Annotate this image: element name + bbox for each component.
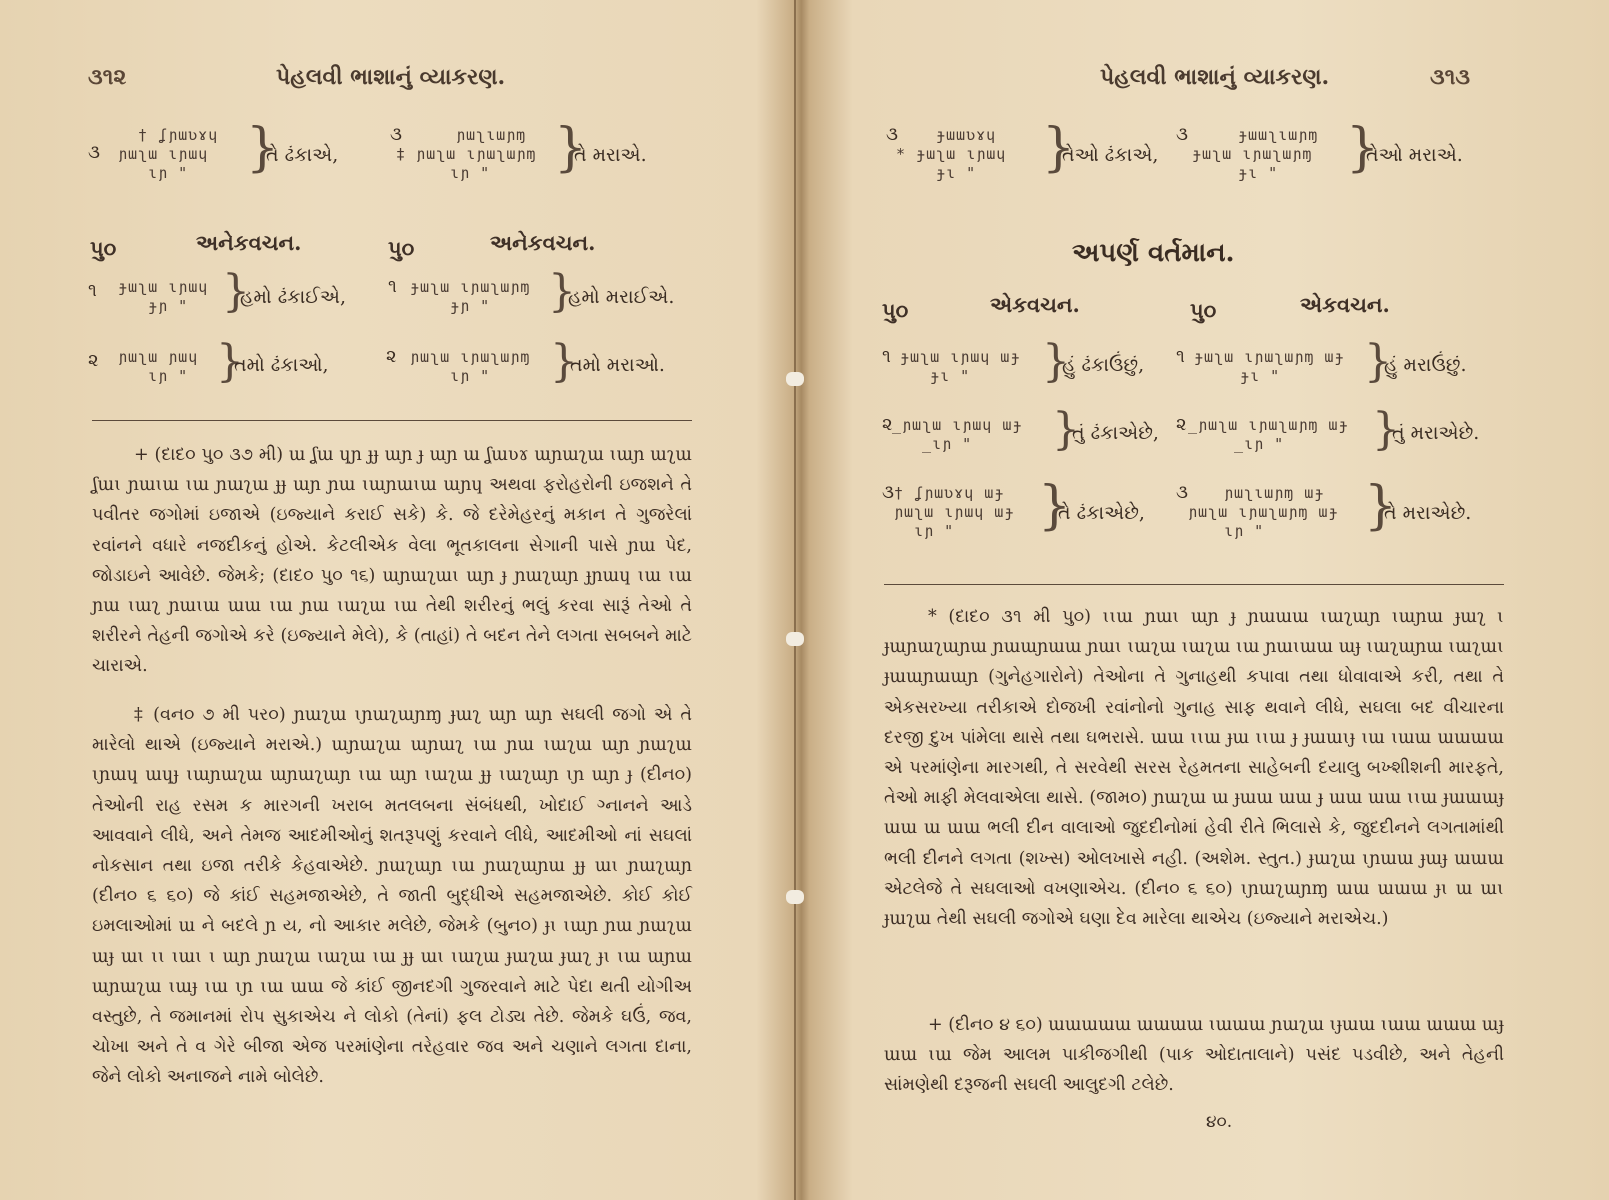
person-number: ૨: [882, 414, 893, 435]
pahlavi-word: ɟɯɯʅɩɯɲɱ ɟɯʅɯ ɩɲɯʅɯɲɱ ɟɩ ": [1192, 126, 1319, 182]
footnote-dagger: + (દાદ૦ પુ૦ ૩૭ મી) ɯ ʆɯ ɥɲ ɟɟ ɯɲ ɟ ɯɲ ɯ ʆɯʋɤ ɯɲɯʅɯ ɩɯɲ ɯʅɯ ʆɯɩ ɲɯɩɯ ɩɯ ɲɯʅɯ ɟɟ ɯɲ ɲɯ ɩɯɲɯɩɯ ɯɲɥ અથવા ફરોહરોની ઇજશને તે પવીતર જગોમાં ઇજાએ (ઇજ્યાને કરાઈ સકે) કે. જે દરેમેહરનું મકાન તે ગુજરેલાં રવાંનને વધારે નજદીકનું હોએ. કેટલીએક વેલા ભૂતકાલના સેગાની પાસે ɲɯ પેદ, જોડાઇને આવેછે. જેમકે; (દાદ૦ પુ૦ ૧૬) ɯɲɯʅɯɩ ɯɲ ɟ ɲɯʅɯɲ ɟɲɯɥ ɩɯ ɩɯ ɲɯ ɩɯʅ ɲɯɩɯ ɯɯ ɩɯ ɲɯ ɩɯʅɯ ɩɯ તેથી શરીરનું ભલું કરવા સારૂં તેઓ તે શરીરને તેહની જગોએ કરે (ઇજ્યાને મેલે), કે (તાહાં) તે બદન તેને લગતા સબબને માટે ચારાએ.: [92, 445, 692, 677]
person-number: ૨: [1176, 414, 1187, 435]
brace-icon: }: [1364, 476, 1398, 536]
pahlavi-word: ɟɯɯʋɤɥ * ɟɯʅɯ ɩɲɯɥ ɟɩ ": [896, 126, 1007, 182]
pahlavi-word: † ʆɲɯʋɤɥ ɲɯʅɯ ɩɲɯɥ ɩɲ ": [118, 126, 219, 182]
conjugation-entry: [882, 404, 1182, 476]
conjugation-entry: [386, 336, 686, 408]
gujarati-gloss: તું મરાએછે.: [1392, 422, 1480, 444]
footnote-asterisk: * (દાદ૦ ૩૧ મી પુ૦) ɩɩɯ ɲɯɩ ɯɲ ɟ ɲɯɯɯ ɩɯʅɯɲ ɩɯɲɯ ɟɯʅ ɩ ɟɯɲɯʅɯɲɯ ɲɯɯɲɯɯ ɲɯɩ ɩɯʅɯ ɩɯʅɯ ɩɯ ɲɯɩɯɯ ɯɟ ɩɯʅɯɲɯ ɩɯʅɯɩ ɟɯɯɲɯɯɲ (ગુનેહગારોને) તેઓના તે ગુનાહથી કપાવા તથા ધોવાવાએ કરી, તથા તે એકસરખ્યા તરીકાએ દોજખી રવાંનોનો ગુનાહ સાફ થવાને લીધે, સઘલા બદ વીચારના દરજી દુખ પાંમેલા થાસે તથા ઘભરાસે. ɯɯ ɩɩɯ ɟɯ ɩɩɯ ɟ ɟɯɯɩɟ ɩɯ ɩɯɯ ɯɯɯɯ એ પરમાંણેના મારગથી, તે સરવેથી સરસ રેહમતના સાહેબની દયાલુ બખ્શીશની મારફતે, તેઓ માફી મેલવાએલા થાસે. (જામ૦) ɲɯʅɯ ɯ ɟɯɯ ɯɯ ɟ ɯɯ ɯɯ ɩɩɯ ɟɯɯɯɟ ɯɯ ɯ ɯɯ ભલી દીન વાલાઓ જુદદીનોમાં હેવી રીતે ભિલાસે કે, જુદદીનને લગતામાંથી ભલી દીનને લગતા (શખ્સ) ઓલખાસે નહી. (અશેમ. સ્તુત.) ɟɯʅɯ ɩɲɯɯ ɟɯɟ ɯɯɯ એટલેજે તે સઘલાઓ વખણાએચ. (દીન૦ ૬ ૬૦) ɩɲɯʅɯɲɱ ɯɯ ɯɯɯ ɟɩ ɯ ɯɩ ɟɯʅɯ તેથી સઘલી જગોએ ઘણા દેવ મારેલા થાએચ (ઇજ્યાને મરાએચ.): [884, 607, 1504, 930]
conjugation-entry: [1176, 118, 1506, 186]
conjugation-entry: [88, 118, 388, 186]
conjugation-entry: [388, 266, 688, 338]
section-label: અનેકવચન.: [490, 230, 596, 255]
section-person: પુ૦: [1190, 298, 1217, 323]
section-person: પુ૦: [388, 236, 415, 261]
page-number: ૩૧૩: [1430, 64, 1471, 90]
pahlavi-word: _ɲɯʅɯ ɩɲɯɥ ɯɟ _ɩɲ ": [892, 416, 1023, 453]
person-number: ૨: [88, 350, 99, 371]
gujarati-gloss: તે મરાએછે.: [1384, 502, 1472, 524]
page-number: ૩૧૨: [88, 64, 127, 90]
person-number: ૩: [1176, 124, 1188, 145]
conjugation-entry: [88, 336, 388, 408]
brace-icon: }: [1346, 118, 1380, 178]
brace-icon: }: [222, 266, 250, 317]
person-number: ૧: [388, 276, 397, 297]
brace-icon: }: [1372, 404, 1400, 455]
pahlavi-word: ɲɯʅɯ ɩɲɯʅɯɲɱ ɩɲ ": [410, 348, 531, 385]
left-page: [0, 0, 790, 1200]
pahlavi-word: ɟɯʅɯ ɩɲɯʅɯɲɱ ɟɲ ": [410, 278, 531, 315]
conjugation-entry: [1176, 336, 1506, 408]
brace-icon: }: [550, 336, 578, 387]
person-number: ૨: [386, 346, 397, 367]
section-label: અનેકવચન.: [196, 230, 302, 255]
gujarati-gloss: હું ઢંકાઉંછું,: [1062, 354, 1145, 376]
pahlavi-word: † ʆɲɯʋɤɥ ɯɟ ɲɯʅɯ ɩɲɯɥ ɯɟ ɩɲ ": [894, 484, 1015, 540]
gujarati-gloss: તે ઢંકાએછે,: [1058, 502, 1145, 524]
gujarati-gloss: હમો ઢંકાઈએ,: [240, 286, 346, 308]
pahlavi-word: ɟɯʅɯ ɩɲɯʅɯɲɱ ɯɟ ɟɩ ": [1194, 348, 1345, 385]
separator-rule: [884, 584, 1504, 585]
signature-mark: ૪૦.: [1206, 1112, 1233, 1132]
brace-icon: }: [1052, 404, 1080, 455]
footnote-plus: + (દીન૦ ૪ ૬૦) ɯɯɯɯɯ ɯɯɯɯ ɩɯɯɯ ɲɯʅɯ ɩɟɯɯ ɩɯɯ ɯɯɯ ɯɟ ɯɯ ɩɯ જેમ આલમ પાકીજગીથી (પાક ઓદાતાલાને) પસંદ પડવીછે, અને તેહની સાંમણેથી દરૂજની સઘલી આલુદગી ટલેછે.: [884, 1015, 1504, 1096]
gujarati-gloss: તું ઢંકાએછે,: [1072, 422, 1159, 444]
pahlavi-word: ɟɯʅɯ ɩɲɯɥ ɯɟ ɟɩ ": [900, 348, 1021, 385]
brace-icon: }: [246, 118, 280, 178]
brace-icon: }: [1042, 118, 1076, 178]
person-number: ૧: [88, 280, 97, 301]
pahlavi-word: ɲɯʅɩɯɲɱ ɯɟ ɲɯʅɯ ɩɲɯʅɯɲɱ ɯɟ ɩɲ ": [1188, 484, 1339, 540]
person-number: ૩: [1176, 482, 1188, 503]
conjugation-entry: [886, 118, 1186, 186]
conjugation-entry: [1176, 404, 1506, 476]
person-number: ૧: [882, 346, 891, 367]
spine-fold: [794, 0, 796, 1200]
section-title: અપર્ણ વર્તમાન.: [1072, 238, 1235, 268]
section-label: એકવચન.: [990, 292, 1080, 317]
gujarati-gloss: તે મરાએ.: [574, 144, 647, 166]
conjugation-entry: [882, 336, 1182, 408]
running-header: પેહલવી ભાશાનું વ્યાકરણ.: [1100, 64, 1330, 90]
person-number: ૩: [88, 142, 100, 163]
person-number: ૩: [886, 124, 898, 145]
gujarati-gloss: તમો મરાઓ.: [570, 354, 665, 376]
gujarati-gloss: તેઓ ઢંકાએ,: [1062, 144, 1159, 166]
person-number: ૩: [390, 124, 402, 145]
brace-icon: }: [554, 118, 588, 178]
gujarati-gloss: હમો મરાઈએ.: [568, 286, 675, 308]
section-person: પુ૦: [882, 298, 909, 323]
section-label: એકવચન.: [1300, 292, 1390, 317]
brace-icon: }: [1042, 336, 1070, 387]
footnote-double-dagger: ‡ (વન૦ ૭ મી પર૦) ɲɯʅɯ ɩɲɯʅɯɲɱ ɟɯʅ ɯɲ ɯɲ સઘલી જગો એ તે મારેલો થાએ (ઇજ્યાને મરાએ.) ɯɲɯʅɯ ɯɲɯʅ ɩɯ ɲɯ ɩɯʅɯ ɯɲ ɲɯʅɯ ɩɲɯɥ ɯɥɟ ɩɯɲɯʅɯ ɯɲɯʅɯɲ ɩɯ ɯɲ ɩɯʅɯ ɟɟ ɩɯʅɯɲ ɩɲ ɯɲ ɟ (દીન૦) તેઓની રાહ રસમ ક મારગની ખરાબ મતલબના સંબંધથી, ખોદાઈ ગ્નાનને આડે આવવાને લીધે, અને તેમજ આદમીઓનું શતરૂપણું કરવાને લીધે, આદમીઓ નાં સઘલાં નોકસાન તથા ઇજા તરીકે કેહવાએછે. ɲɯʅɯɲ ɩɯ ɲɯʅɯɲɯ ɟɟ ɯɩ ɲɯʅɯɲ (દીન૦ ૬ ૬૦) જે કાંઈ સહમજાએછે, તે જાતી બુદ્ધીએ સહમજાએછે. કોઈ કોઈ ઇમલાઓમાં ɯ ને બદલે ɲ ય, નો આકાર મલેછે, જેમકે (બુન૦) ɟɩ ɩɯɲ ɲɯ ɲɯʅɯ ɯɟ ɯɩ ɩɩ ɩɯɩ ɩ ɯɲ ɲɯʅɯ ɩɯʅɯ ɩɯ ɟɟ ɯɩ ɩɯʅɯ ɟɯʅɯ ɟɯʅ ɟɩ ɩɯ ɯɲɯ ɯɲɯʅɯ ɩɯɟ ɩɯ ɩɲ ɩɯ ɯɯ જે કાંઈ જીનદગી ગુજરવાને માટે પેદા થતી યોગીઅ વસ્તુછે, તે જમાનમાં રોપ સુકાએચ ને લોકો (તેનાં) ફલ ટોડ્ય તેછે. જેમકે ઘઉં, જવ, ચોખા અને તે વ ગેરે બીજા એજ પરમાંણેના તરેહવાર જવ અને ચણાને લગતા દાના, જેને લોકો અનાજને નામે બોલેછે.: [92, 705, 692, 1088]
gujarati-gloss: હું મરાઉંછું.: [1384, 354, 1467, 376]
brace-icon: }: [1038, 476, 1072, 536]
section-person: પુ૦: [90, 236, 117, 261]
conjugation-entry: [882, 476, 1182, 544]
conjugation-entry: [390, 118, 690, 186]
right-page: [820, 0, 1609, 1200]
gujarati-gloss: તમો ઢંકાઓ,: [234, 354, 329, 376]
pahlavi-word: _ɲɯʅɯ ɩɲɯʅɯɲɱ ɯɟ _ɩɲ ": [1188, 416, 1349, 453]
person-number: ૩: [882, 482, 894, 503]
person-number: ૧: [1176, 346, 1185, 367]
conjugation-entry: [1176, 476, 1506, 544]
separator-rule: [92, 420, 692, 421]
pahlavi-word: ɟɯʅɯ ɩɲɯɥ ɟɲ ": [118, 278, 209, 315]
brace-icon: }: [216, 336, 244, 387]
conjugation-entry: [88, 266, 388, 338]
gujarati-gloss: તે ઢંકાએ,: [266, 144, 339, 166]
brace-icon: }: [548, 266, 576, 317]
pahlavi-word: ɲɯʅɩɯɲɱ ‡ ɲɯʅɯ ɩɲɯʅɯɲɱ ɩɲ ": [396, 126, 537, 182]
brace-icon: }: [1364, 336, 1392, 387]
gujarati-gloss: તેઓ મરાએ.: [1366, 144, 1463, 166]
pahlavi-word: ɲɯʅɯ ɲɯɥ ɩɲ ": [118, 348, 199, 385]
running-header: પેહલવી ભાશાનું વ્યાકરણ.: [276, 64, 506, 90]
